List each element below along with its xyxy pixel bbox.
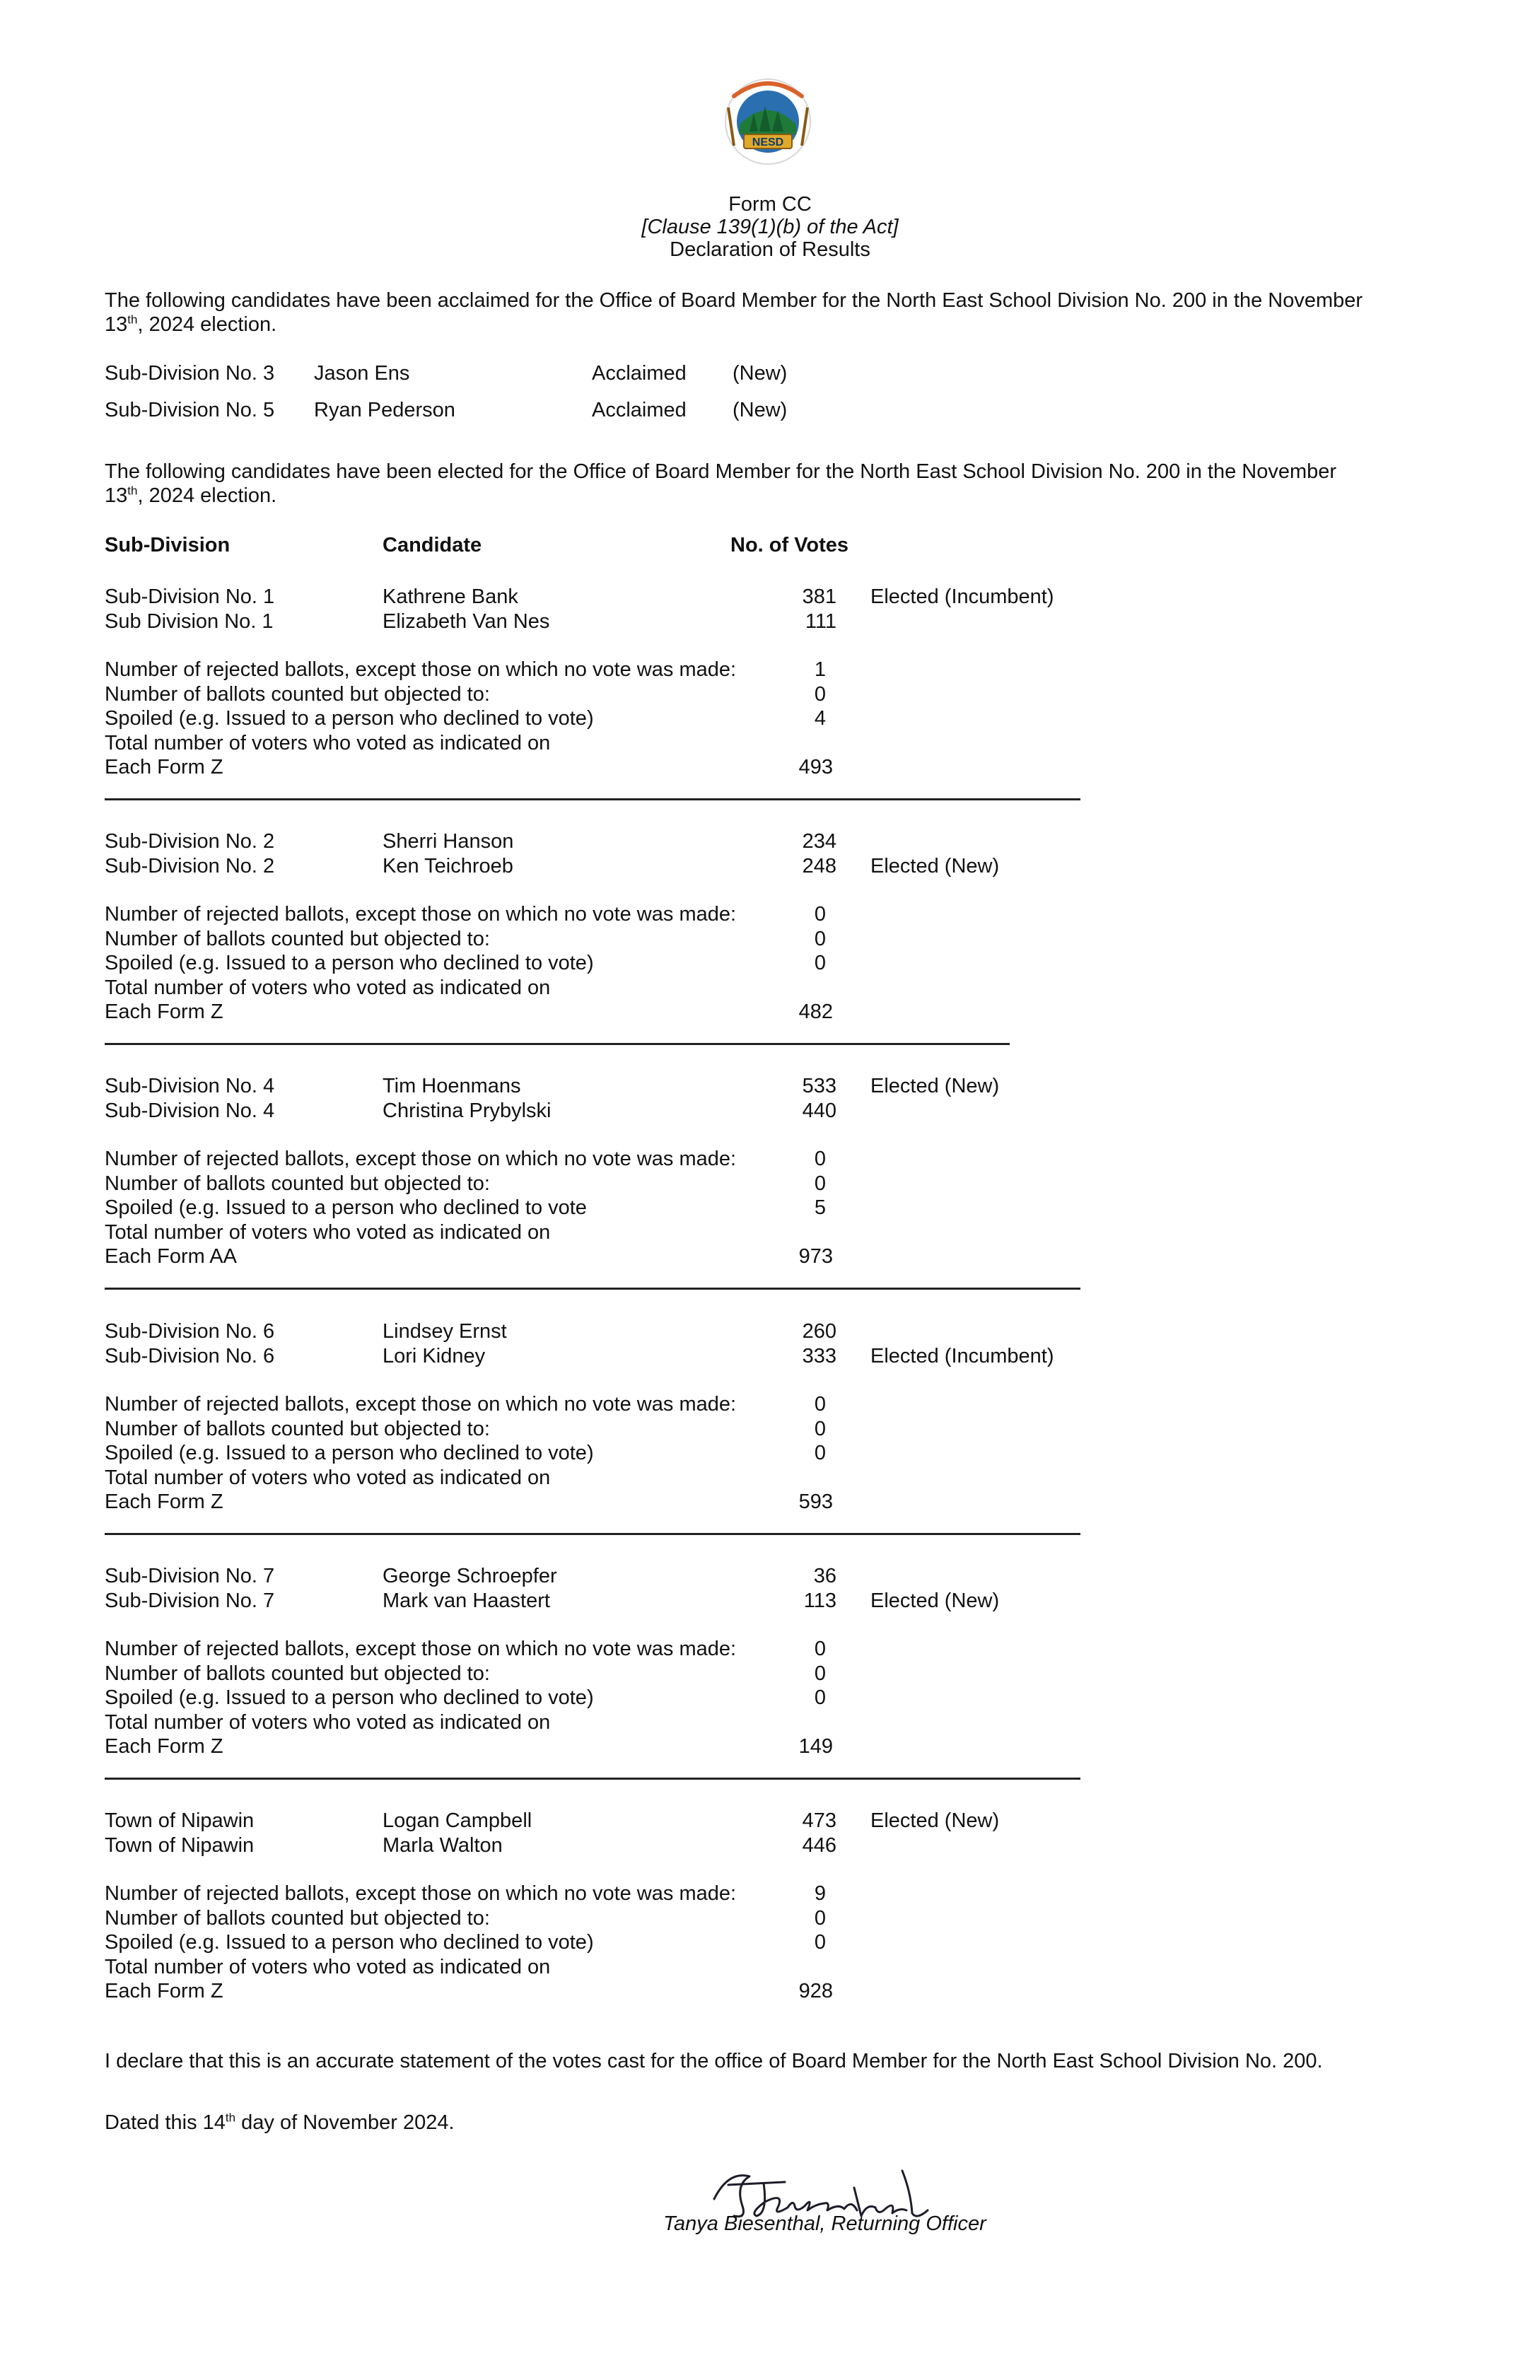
objected-count: 0	[814, 682, 826, 706]
dated-line: Dated this 14th day of November 2024.	[105, 2111, 455, 2134]
candidate-name: Ken Teichroeb	[383, 854, 513, 877]
candidate-votes: 260	[802, 1320, 836, 1343]
spoiled-label: Spoiled (e.g. Issued to a person who declined to vote	[105, 1196, 587, 1219]
objected-count: 0	[814, 1906, 826, 1930]
spoiled-label: Spoiled (e.g. Issued to a person who declined to vote)	[105, 1931, 594, 1954]
candidate-name: Kathrene Bank	[383, 585, 518, 608]
candidate-name: Logan Campbell	[383, 1809, 532, 1832]
spoiled-count: 0	[814, 952, 826, 974]
column-header-votes: No. of Votes	[730, 534, 849, 556]
candidate-name: Sherri Hanson	[383, 830, 514, 853]
rejected-count: 9	[814, 1882, 826, 1905]
total-label: Total number of voters who voted as indicated on	[105, 731, 551, 754]
acclaimed-intro-line2: 13th, 2024 election.	[105, 313, 277, 336]
objected-count: 0	[814, 1662, 826, 1685]
spoiled-count: 0	[814, 1442, 826, 1464]
objected-count: 0	[814, 927, 826, 950]
candidate-division: Sub Division No. 1	[105, 609, 274, 633]
candidate-name: Mark van Haastert	[383, 1589, 550, 1612]
candidate-name: Christina Prybylski	[383, 1099, 552, 1122]
section-divider	[105, 1778, 1080, 1780]
candidate-name: Lori Kidney	[383, 1344, 486, 1367]
candidate-division: Sub-Division No. 4	[105, 1099, 275, 1122]
objected-count: 0	[814, 1172, 826, 1195]
candidate-name: George Schroepfer	[383, 1565, 557, 1587]
candidate-result: Elected (Incumbent)	[870, 585, 1054, 608]
acclaimed-division: Sub-Division No. 5	[105, 399, 275, 421]
acclaimed-candidate: Ryan Pederson	[314, 399, 455, 421]
spoiled-count: 5	[814, 1196, 826, 1219]
objected-label: Number of ballots counted but objected to:	[105, 1906, 490, 1930]
candidate-votes: 533	[802, 1075, 836, 1097]
total-label: Total number of voters who voted as indicated on	[105, 976, 551, 999]
total-label: Total number of voters who voted as indicated on	[105, 1466, 551, 1489]
clause-reference: [Clause 139(1)(b) of the Act]	[641, 216, 899, 238]
spoiled-count: 4	[814, 707, 826, 730]
form-label: Each Form Z	[105, 756, 223, 778]
form-label: Each Form AA	[105, 1245, 237, 1268]
total-label: Total number of voters who voted as indicated on	[105, 1710, 551, 1734]
candidate-result: Elected (New)	[870, 854, 1000, 877]
rejected-label: Number of rejected ballots, except those on which no vote was made:	[105, 1638, 737, 1660]
document-title: Declaration of Results	[670, 238, 870, 261]
candidate-result: Elected (New)	[870, 1589, 1000, 1612]
acclaimed-intro-line1: The following candidates have been acclaimed for the Office of Board Member for the North East School Division No. 200 in the November	[105, 289, 1363, 312]
objected-label: Number of ballots counted but objected to:	[105, 682, 490, 706]
candidate-votes: 333	[802, 1344, 836, 1367]
rejected-label: Number of rejected ballots, except those on which no vote was made:	[105, 1393, 737, 1416]
rejected-label: Number of rejected ballots, except those on which no vote was made:	[105, 658, 737, 681]
candidate-votes: 440	[802, 1099, 836, 1122]
section-divider	[105, 1043, 1010, 1045]
total-count: 928	[798, 1980, 833, 2002]
candidate-votes: 381	[802, 585, 836, 608]
form-number: Form CC	[728, 193, 812, 216]
section-divider	[105, 1288, 1080, 1290]
candidate-division: Sub-Division No. 6	[105, 1320, 275, 1343]
candidate-result: Elected (New)	[870, 1809, 1000, 1832]
candidate-division: Town of Nipawin	[105, 1833, 255, 1857]
candidate-division: Sub-Division No. 2	[105, 854, 275, 877]
candidate-result: Elected (Incumbent)	[870, 1344, 1054, 1367]
candidate-votes: 36	[813, 1565, 836, 1587]
form-label: Each Form Z	[105, 1735, 223, 1758]
spoiled-count: 0	[814, 1686, 826, 1709]
column-header-division: Sub-Division	[105, 534, 231, 556]
rejected-count: 0	[814, 903, 826, 926]
total-count: 593	[798, 1491, 833, 1513]
total-count: 149	[798, 1735, 833, 1758]
objected-label: Number of ballots counted but objected to:	[105, 927, 490, 950]
signature-caption: Tanya Biesenthal, Returning Officer	[663, 2212, 986, 2235]
total-label: Total number of voters who voted as indicated on	[105, 1955, 551, 1978]
acclaimed-note: (New)	[733, 362, 788, 385]
candidate-votes: 234	[802, 830, 836, 853]
rejected-label: Number of rejected ballots, except those on which no vote was made:	[105, 903, 737, 926]
section-divider	[105, 1533, 1080, 1535]
candidate-votes: 113	[803, 1589, 836, 1612]
school-division-logo	[713, 75, 823, 174]
candidate-votes: 111	[805, 609, 836, 633]
rejected-count: 0	[814, 1638, 826, 1660]
objected-label: Number of ballots counted but objected to:	[105, 1172, 490, 1195]
form-label: Each Form Z	[105, 1491, 223, 1513]
candidate-division: Sub-Division No. 2	[105, 830, 275, 853]
candidate-result: Elected (New)	[870, 1075, 1000, 1097]
candidate-name: Lindsey Ernst	[383, 1320, 507, 1343]
form-label: Each Form Z	[105, 1001, 223, 1023]
acclaimed-status: Acclaimed	[592, 362, 687, 385]
candidate-name: Tim Hoenmans	[383, 1075, 521, 1097]
spoiled-label: Spoiled (e.g. Issued to a person who declined to vote)	[105, 1442, 594, 1464]
form-label: Each Form Z	[105, 1980, 223, 2002]
acclaimed-candidate: Jason Ens	[314, 362, 410, 385]
spoiled-label: Spoiled (e.g. Issued to a person who declined to vote)	[105, 1686, 594, 1709]
candidate-votes: 248	[802, 854, 836, 877]
total-count: 493	[798, 756, 833, 778]
declaration-statement: I declare that this is an accurate statement of the votes cast for the office of Board Member for the North East School Division No. 200.	[105, 2050, 1323, 2072]
candidate-division: Town of Nipawin	[105, 1809, 255, 1832]
candidate-name: Elizabeth Van Nes	[383, 609, 550, 633]
elected-intro-line2: 13th, 2024 election.	[105, 484, 277, 507]
candidate-name: Marla Walton	[383, 1833, 503, 1857]
objected-label: Number of ballots counted but objected to:	[105, 1662, 490, 1685]
spoiled-label: Spoiled (e.g. Issued to a person who declined to vote)	[105, 707, 594, 730]
acclaimed-division: Sub-Division No. 3	[105, 362, 275, 385]
candidate-division: Sub-Division No. 4	[105, 1075, 275, 1097]
acclaimed-note: (New)	[733, 399, 788, 421]
svg-text:NESD: NESD	[752, 136, 784, 148]
candidate-division: Sub-Division No. 7	[105, 1565, 275, 1587]
objected-label: Number of ballots counted but objected to:	[105, 1417, 490, 1440]
section-divider	[105, 798, 1080, 800]
rejected-count: 0	[814, 1393, 826, 1416]
column-header-candidate: Candidate	[383, 534, 482, 556]
candidate-division: Sub-Division No. 1	[105, 585, 275, 608]
total-label: Total number of voters who voted as indicated on	[105, 1220, 551, 1244]
elected-intro-line1: The following candidates have been elected for the Office of Board Member for the North East School Division No. 200 in the November	[105, 460, 1337, 483]
candidate-votes: 446	[802, 1833, 836, 1857]
rejected-count: 0	[814, 1148, 826, 1170]
acclaimed-status: Acclaimed	[592, 399, 687, 421]
total-count: 482	[798, 1001, 833, 1023]
rejected-label: Number of rejected ballots, except those on which no vote was made:	[105, 1148, 737, 1170]
rejected-count: 1	[814, 658, 826, 681]
candidate-votes: 473	[802, 1809, 836, 1832]
objected-count: 0	[814, 1417, 826, 1440]
candidate-division: Sub-Division No. 7	[105, 1589, 275, 1612]
total-count: 973	[798, 1245, 833, 1268]
spoiled-label: Spoiled (e.g. Issued to a person who declined to vote)	[105, 952, 594, 974]
rejected-label: Number of rejected ballots, except those on which no vote was made:	[105, 1882, 737, 1905]
candidate-division: Sub-Division No. 6	[105, 1344, 275, 1367]
spoiled-count: 0	[814, 1931, 826, 1954]
